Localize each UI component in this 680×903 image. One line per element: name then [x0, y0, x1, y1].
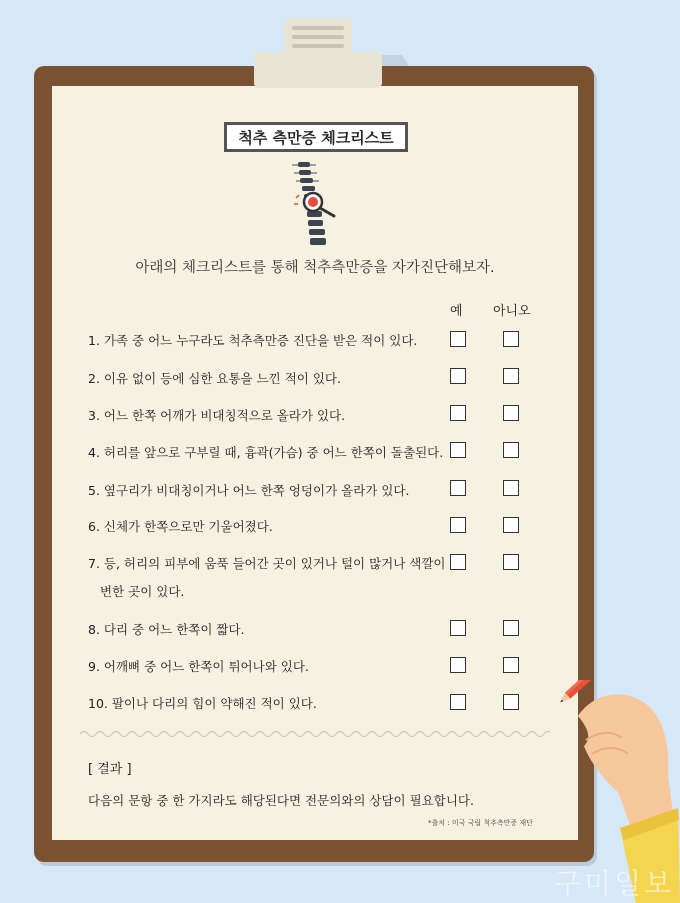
- checkbox-no-8[interactable]: [503, 620, 519, 636]
- spine-magnifier-icon: [282, 160, 346, 252]
- checklist-title: 척추 측만증 체크리스트: [224, 122, 408, 152]
- checkbox-yes-9[interactable]: [450, 657, 466, 673]
- checkbox-yes-2[interactable]: [450, 368, 466, 384]
- column-yes: 예: [450, 304, 463, 319]
- watermark: 구미일보: [554, 867, 675, 900]
- checkbox-no-10[interactable]: [503, 694, 519, 710]
- question-1: 1. 가족 중 어느 누구라도 척추측만증 진단을 받은 적이 있다.: [88, 333, 418, 348]
- question-5: 5. 옆구리가 비대칭이거나 어느 한쪽 엉덩이가 올라가 있다.: [88, 483, 410, 498]
- checkbox-no-4[interactable]: [503, 442, 519, 458]
- question-7-continued: 변한 곳이 있다.: [100, 584, 185, 599]
- question-3: 3. 어느 한쪽 어깨가 비대칭적으로 올라가 있다.: [88, 408, 346, 423]
- source-note: *출처 : 미국 국립 척추측만증 재단: [428, 819, 533, 827]
- question-9: 9. 어깨뼈 중 어느 한쪽이 튀어나와 있다.: [88, 659, 309, 674]
- question-10: 10. 팔이나 다리의 힘이 약해진 적이 있다.: [88, 696, 317, 711]
- instruction-text: 아래의 체크리스트를 통해 척추측만증을 자가진단해보자.: [135, 260, 495, 276]
- column-no: 아니오: [493, 304, 531, 319]
- checkbox-yes-10[interactable]: [450, 694, 466, 710]
- question-7: 7. 등, 허리의 피부에 움푹 들어간 곳이 있거나 털이 많거나 색깔이: [88, 556, 446, 571]
- result-text: 다음의 문항 중 한 가지라도 해당된다면 전문의와의 상담이 필요합니다.: [88, 793, 474, 808]
- checkbox-no-1[interactable]: [503, 331, 519, 347]
- checkbox-yes-8[interactable]: [450, 620, 466, 636]
- checkbox-no-9[interactable]: [503, 657, 519, 673]
- checkbox-no-5[interactable]: [503, 480, 519, 496]
- clipboard-clip-top: [284, 18, 352, 60]
- checkbox-yes-3[interactable]: [450, 405, 466, 421]
- checkbox-no-7[interactable]: [503, 554, 519, 570]
- checkbox-yes-6[interactable]: [450, 517, 466, 533]
- question-4: 4. 허리를 앞으로 구부릴 때, 흉곽(가슴) 중 어느 한쪽이 돌출된다.: [88, 445, 444, 460]
- checkbox-yes-5[interactable]: [450, 480, 466, 496]
- result-heading: [ 결과 ]: [88, 762, 132, 777]
- checkbox-no-2[interactable]: [503, 368, 519, 384]
- checkbox-yes-7[interactable]: [450, 554, 466, 570]
- wavy-divider: [80, 728, 550, 740]
- checkbox-no-6[interactable]: [503, 517, 519, 533]
- checkbox-no-3[interactable]: [503, 405, 519, 421]
- question-2: 2. 이유 없이 등에 심한 요통을 느낀 적이 있다.: [88, 371, 341, 386]
- question-8: 8. 다리 중 어느 한쪽이 짧다.: [88, 622, 245, 637]
- question-6: 6. 신체가 한쪽으로만 기울어졌다.: [88, 519, 273, 534]
- checkbox-yes-4[interactable]: [450, 442, 466, 458]
- checkbox-yes-1[interactable]: [450, 331, 466, 347]
